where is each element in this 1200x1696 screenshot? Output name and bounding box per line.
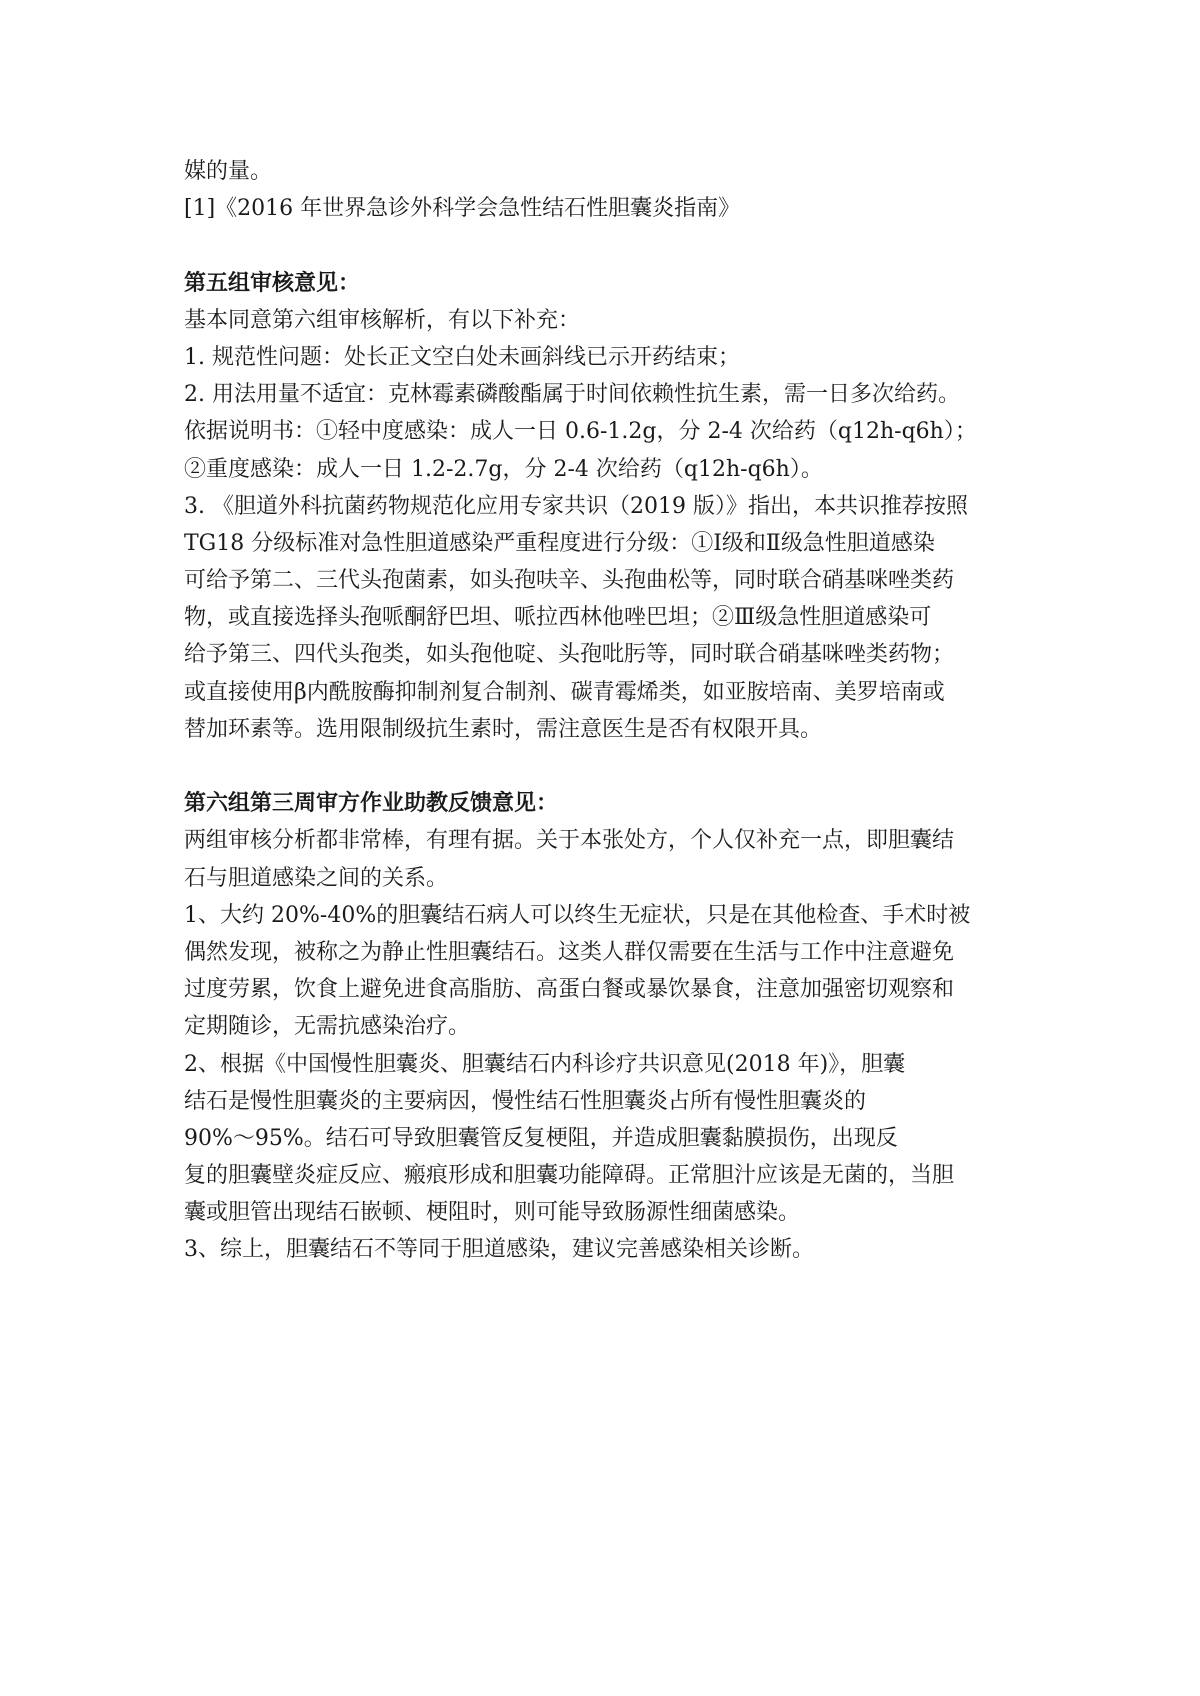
text-line: 依据说明书：①轻中度感染：成人一日 0.6-1.2g，分 2-4 次给药（q12h-q6h）；: [184, 419, 977, 445]
document-body: [184, 153, 1034, 1269]
text-line: 1. 规范性问题：处长正文空白处未画斜线已示开药结束；: [184, 344, 740, 370]
section-heading-group5: 第五组审核意见：: [184, 270, 361, 296]
section-heading-group6: 第六组第三周审方作业助教反馈意见：: [184, 791, 559, 817]
text-line: TG18 分级标准对急性胆道感染严重程度进行分级：①Ⅰ级和Ⅱ级急性胆道感染: [184, 530, 935, 556]
text-line: 结石是慢性胆囊炎的主要病因，慢性结石性胆囊炎占所有慢性胆囊炎的: [184, 1088, 867, 1114]
text-line: 给予第三、四代头孢类，如头孢他啶、头孢吡肟等，同时联合硝基咪唑类药物；: [184, 642, 955, 668]
text-line: 定期随诊，无需抗感染治疗。: [184, 1014, 471, 1040]
text-line: 基本同意第六组审核解析，有以下补充：: [184, 307, 581, 333]
text-line: 90%～95%。结石可导致胆囊管反复梗阻，并造成胆囊黏膜损伤，出现反: [184, 1125, 898, 1151]
text-line: 过度劳累，饮食上避免进食高脂肪、高蛋白餐或暴饮暴食，注意加强密切观察和: [184, 977, 955, 1003]
text-line: 复的胆囊壁炎症反应、瘢痕形成和胆囊功能障碍。正常胆汁应该是无菌的，当胆: [184, 1163, 955, 1189]
text-line: 2、根据《中国慢性胆囊炎、胆囊结石内科诊疗共识意见(2018 年)》，胆囊: [184, 1051, 906, 1077]
reference-line: [1]《2016 年世界急诊外科学会急性结石性胆囊炎指南》: [184, 196, 741, 222]
text-line: 囊或胆管出现结石嵌顿、梗阻时，则可能导致肠源性细菌感染。: [184, 1200, 801, 1226]
text-line: 偶然发现，被称之为静止性胆囊结石。这类人群仅需要在生活与工作中注意避免: [184, 939, 955, 965]
text-line: 1、大约 20%-40%的胆囊结石病人可以终生无症状，只是在其他检查、手术时被: [184, 902, 971, 928]
text-line: 两组审核分析都非常棒，有理有据。关于本张处方，个人仅补充一点，即胆囊结: [184, 828, 955, 854]
text-line: 3、综上，胆囊结石不等同于胆道感染，建议完善感染相关诊断。: [184, 1237, 814, 1263]
paragraph-spacer: [184, 748, 1034, 785]
text-line: 石与胆道感染之间的关系。: [184, 865, 449, 891]
text-line: 可给予第二、三代头孢菌素，如头孢呋辛、头孢曲松等，同时联合硝基咪唑类药: [184, 568, 955, 594]
text-line: 2. 用法用量不适宜：克林霉素磷酸酯属于时间依赖性抗生素，需一日多次给药。: [184, 382, 960, 408]
text-line: 或直接使用β内酰胺酶抑制剂复合制剂、碳青霉烯类，如亚胺培南、美罗培南或: [184, 679, 945, 705]
text-line: 替加环素等。选用限制级抗生素时，需注意医生是否有权限开具。: [184, 716, 823, 742]
text-line: ②重度感染：成人一日 1.2-2.7g，分 2-4 次给药（q12h-q6h）。: [184, 456, 823, 482]
paragraph-spacer: [184, 227, 1034, 264]
text-line: 物，或直接选择头孢哌酮舒巴坦、哌拉西林他唑巴坦；②Ⅲ级急性胆道感染可: [184, 605, 932, 631]
text-line: 媒的量。: [184, 159, 273, 184]
text-line: 3. 《胆道外科抗菌药物规范化应用专家共识（2019 版）》指出，本共识推荐按照: [184, 493, 968, 519]
